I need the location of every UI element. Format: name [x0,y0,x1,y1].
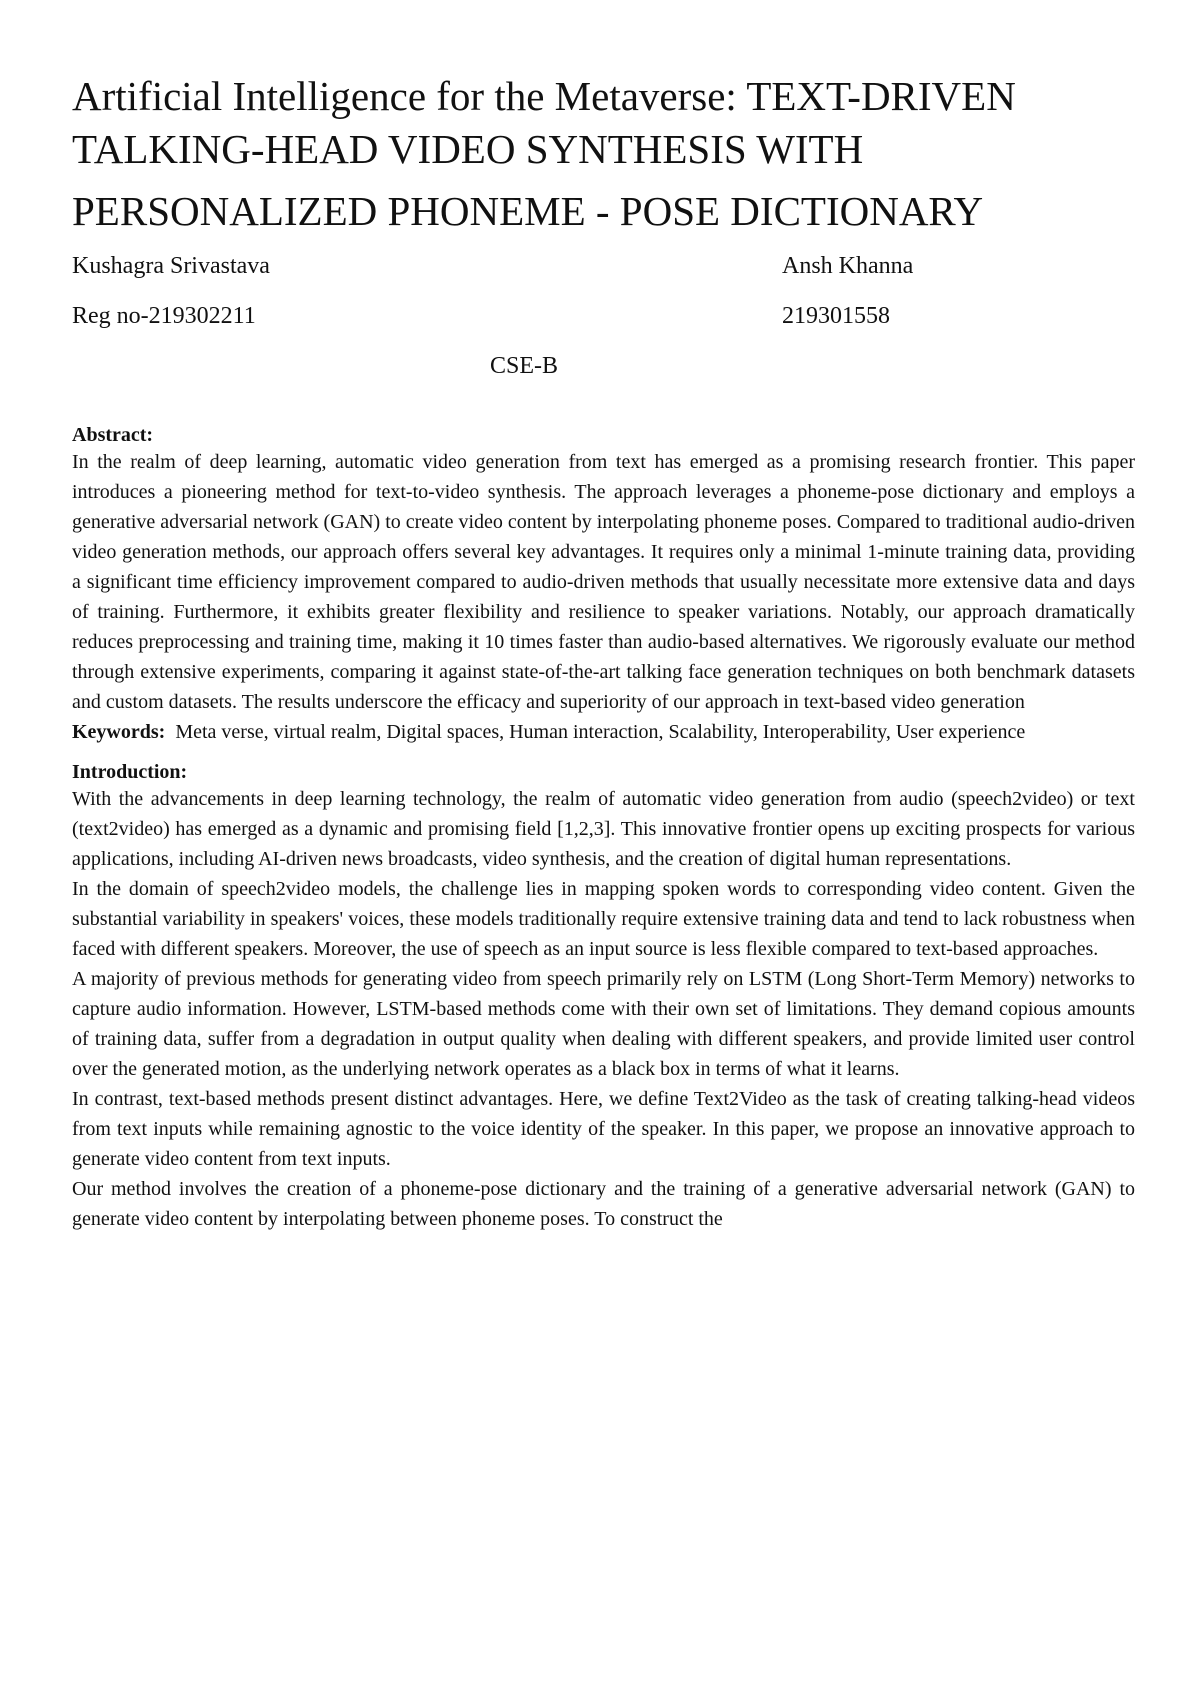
author-1-reg: Reg no-219302211 [72,302,256,329]
keywords-label: Keywords: [72,720,166,743]
author-1-name: Kushagra Srivastava [72,252,270,279]
paper-page [72,70,1135,1234]
author-2-name: Ansh Khanna [782,252,914,279]
intro-paragraph-1: With the advancements in deep learning technology, the realm of automatic video generation from audio (speech2video) or text (text2video) has emerged as a dynamic and promising field [1,2,3]. This innovative frontier opens up exciting prospects for various applications, including AI-driven news broadcasts, video synthesis, and the creation of digital human representations. [72,787,1135,870]
title-line-1: Artificial Intelligence for the Metaverse: TEXT-DRIVEN [72,73,1016,119]
author-1 [72,254,270,354]
title-line-3: PERSONALIZED PHONEME - POSE DICTIONARY [72,187,984,234]
author-2 [782,254,913,354]
paper-title [72,70,1135,238]
class-section: CSE-B [490,352,559,379]
abstract-text: In the realm of deep learning, automatic video generation from text has emerged as a promising research frontier. This paper introduces a pioneering method for text-to-video synthesis. The approach leverages a phoneme-pose dictionary and employs a generative adversarial network (GAN) to create video content by interpolating phoneme poses. Compared to traditional audio-driven video generation methods, our approach offers several key advantages. It requires only a minimal 1-minute training data, providing a significant time efficiency improvement compared to audio-driven methods that usually necessitate more extensive data and days of training. Furthermore, it exhibits greater flexibility and resilience to speaker variations. Notably, our approach dramatically reduces preprocessing and training time, making it 10 times faster than audio-based alternatives. We rigorously evaluate our method through extensive experiments, comparing it against state-of-the-art talking face generation techniques on both benchmark datasets and custom datasets. The results underscore the efficacy and superiority of our approach in text-based video generation [72,450,1135,713]
intro-paragraph-4: In contrast, text-based methods present distinct advantages. Here, we define Text2Video as the task of creating talking-head videos from text inputs while remaining agnostic to the voice identity of the speaker. In this paper, we propose an innovative approach to generate video content from text inputs. [72,1087,1135,1170]
intro-paragraph-3: A majority of previous methods for generating video from speech primarily rely on LSTM (Long Short-Term Memory) networks to capture audio information. However, LSTM-based methods come with their own set of limitations. They demand copious amounts of training data, suffer from a degradation in output quality when dealing with different speakers, and provide limited user control over the generated motion, as the underlying network operates as a black box in terms of what it learns. [72,967,1135,1080]
author-2-reg: 219301558 [782,302,890,329]
title-line-2: TALKING-HEAD VIDEO SYNTHESIS WITH [72,126,864,173]
intro-paragraph-5: Our method involves the creation of a phoneme-pose dictionary and the training of a generative adversarial network (GAN) to generate video content by interpolating between phoneme poses. To construct the [72,1177,1135,1230]
abstract-heading: Abstract: [72,423,154,446]
keywords-text: Meta verse, virtual realm, Digital spaces, Human interaction, Scalability, Interoperability, User experience [175,720,1026,743]
introduction-heading: Introduction: [72,760,188,783]
author-block [72,254,1135,384]
keywords [72,717,1135,747]
intro-paragraph-2: In the domain of speech2video models, the challenge lies in mapping spoken words to corresponding video content. Given the substantial variability in speakers' voices, these models traditionally require extensive training data and tend to lack robustness when faced with different speakers. Moreover, the use of speech as an input source is less flexible compared to text-based approaches. [72,877,1135,960]
